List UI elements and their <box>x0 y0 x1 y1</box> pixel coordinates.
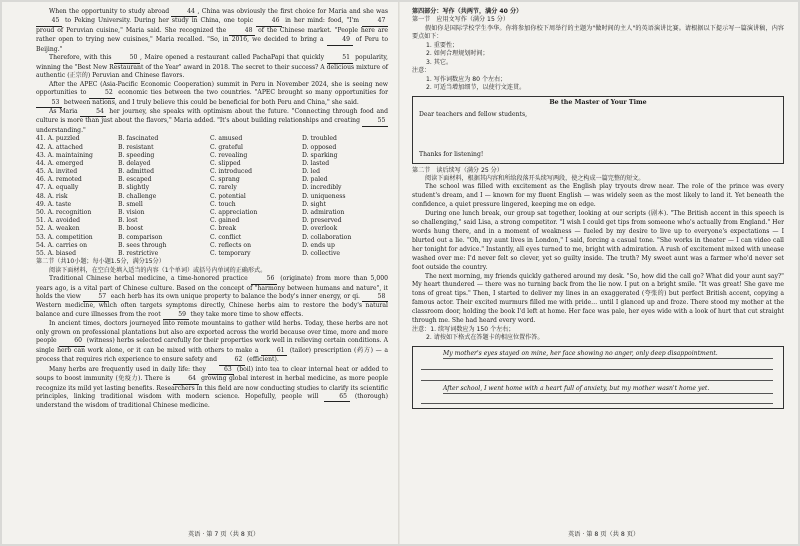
option-row <box>36 135 388 143</box>
option-choice: C. potential <box>210 192 246 200</box>
writing-section-2: 第二节 读后续写（满分 25 分） <box>412 166 503 174</box>
option-choice: C. introduced <box>210 168 252 176</box>
passage-text: In ancient times, doctors journeyed into remote mountains to gather wild herbs. Today, these herbs are not only grown on professional plantations but also are exported across the world because over time, more and more people <box>36 320 388 345</box>
option-choice: D. lasted <box>302 159 330 167</box>
passage-text: they take more time to show effects. <box>188 310 304 318</box>
speech-title: Be the Master of Your Time <box>549 98 647 106</box>
option-choice: B. resistant <box>118 143 154 151</box>
option-row <box>36 184 388 192</box>
answer-blank: 64 <box>173 375 199 384</box>
option-choice: 48. A. risk <box>36 192 68 200</box>
option-choice: C. temporary <box>210 249 251 257</box>
answer-blank: 56 <box>251 275 277 284</box>
answer-blank: 46 <box>256 17 282 26</box>
notes <box>412 76 784 93</box>
cloze-paragraph-2 <box>36 54 388 80</box>
option-choice: D. paled <box>302 176 328 184</box>
passage-text: Western medicine, which often targets symptoms directly, Chinese herbs aim to restore the body's natural balance and cure illnesses from the root <box>36 302 388 318</box>
option-choice: D. incredibly <box>302 184 342 192</box>
option-choice: 49. A. taste <box>36 200 72 208</box>
option-choice: D. uniqueness <box>302 192 346 200</box>
task-point: 1. 重要性； <box>426 41 459 49</box>
option-choice: B. fascinated <box>118 135 159 143</box>
option-choice: 51. A. avoided <box>36 217 81 225</box>
option-choice: B. comparison <box>118 233 163 241</box>
option-choice: B. sees through <box>118 241 167 249</box>
option-choice: C. sprang <box>210 176 240 184</box>
option-choice: B. lost <box>118 217 138 225</box>
page-8 <box>412 8 784 409</box>
option-choice: C. break <box>210 225 237 233</box>
option-choice: B. slightly <box>118 184 150 192</box>
continuation-answer-box <box>412 346 784 409</box>
passage-text: When the opportunity to study abroad <box>49 8 172 15</box>
passage-text: popularity, winning the "Best New Restaurant of the Year" award in 2018. The secret to their success? A delicious mixture of authentic (正宗的) Peruvian and Chinese flavors. <box>36 54 388 80</box>
passage-text: , China was obviously the first choice for Maria and she was <box>197 8 388 15</box>
answer-line <box>421 369 773 370</box>
option-row <box>36 176 388 184</box>
cloze-paragraph-3 <box>36 81 388 108</box>
option-choice: B. delayed <box>118 159 151 167</box>
cloze-options <box>36 135 388 258</box>
option-choice: 45. A. invited <box>36 168 78 176</box>
option-choice: D. admiration <box>302 209 345 217</box>
option-choice: 53. A. competition <box>36 233 93 241</box>
option-choice: B. escaped <box>118 176 152 184</box>
story-paragraph-1: The school was filled with excitement as the English play tryouts drew near. The role of the prince was every student's dream, and I — known for my fluent English — was widely seen as the most likely to land it. Yet beneath the confidence, a quiet pressure lingered, keeping me on edge. <box>412 183 784 209</box>
option-choice: D. overlook <box>302 225 338 233</box>
option-choice: B. restrictive <box>118 249 159 257</box>
option-choice: 44. A. emerged <box>36 159 84 167</box>
answer-blank: 60 <box>59 337 85 346</box>
option-choice: 50. A. recognition <box>36 209 92 217</box>
option-choice: 46. A. remoted <box>36 176 82 184</box>
passage-text: (efficient). <box>244 356 279 364</box>
passage-text: understanding." <box>36 126 86 134</box>
option-choice: C. revealing <box>210 151 248 159</box>
answer-blank: 47 <box>362 17 388 26</box>
passage-text: to Peking University. During her study in China, one topic <box>62 17 257 25</box>
answer-blank: 62 <box>219 356 245 365</box>
option-choice: B. admitted <box>118 168 155 176</box>
option-choice: D. troubled <box>302 135 337 143</box>
note-item: 2. 可适当增加细节，以使行文连贯。 <box>426 84 526 92</box>
answer-blank: 58 <box>362 293 388 302</box>
option-choice: B. boost <box>118 225 144 233</box>
section-2-title: 第二节（共10小题；每小题1.5分，满分15分） <box>36 258 165 266</box>
passage-text: (thorough) understand the wisdom of traditional Chinese medicine. <box>36 392 388 410</box>
passage-text: of Peru to Beijing." <box>36 36 389 53</box>
page-fold <box>398 2 400 544</box>
option-choice: C. conflict <box>210 233 242 241</box>
answer-line <box>421 380 773 381</box>
option-choice: C. appreciation <box>210 209 258 217</box>
passage-text: After the APEC (Asia-Pacific Economic Cooperation) summit in Peru in November 2024, she is seeing new opportunities to <box>36 80 388 97</box>
option-row <box>36 242 388 250</box>
option-choice: B. challenge <box>118 192 157 200</box>
continuation-note-2: 2. 请按如下格式在答题卡的相应位置作答。 <box>426 334 544 342</box>
option-choice: 42. A. attached <box>36 143 83 151</box>
answer-blank: 57 <box>83 293 109 302</box>
option-row <box>36 250 388 258</box>
answer-line <box>443 393 773 394</box>
option-row <box>36 201 388 209</box>
option-choice: C. reflects on <box>210 241 252 249</box>
option-choice: C. touch <box>210 200 236 208</box>
writing-section-1: 第一节 应用文写作（满分 15 分） <box>412 16 509 24</box>
note-label: 注意： <box>412 67 431 75</box>
option-choice: C. amused <box>210 135 243 143</box>
option-choice: 52. A. weaken <box>36 225 80 233</box>
option-row <box>36 234 388 242</box>
answer-blank: 51 <box>327 54 353 63</box>
answer-blank: 54 <box>80 108 106 117</box>
passage-text: (originate) from more than 5,000 years ago, is a vital part of Chinese culture. Based on the concept of "harmony between humans and nature", it holds the view <box>36 275 388 300</box>
option-choice: D. collective <box>302 249 340 257</box>
option-choice: 41. A. puzzled <box>36 135 80 143</box>
answer-blank: 52 <box>89 89 115 98</box>
passage-text: (tailor) prescription (药方) — a process that requires rich experience to ensure safety and <box>36 346 388 364</box>
speech-answer-box <box>412 96 784 164</box>
option-choice: 55. A. biased <box>36 249 77 257</box>
answer-blank: 59 <box>163 311 189 320</box>
passage-text: proud of Peruvian cuisine," Maria said. She recognized the <box>36 26 230 34</box>
passage-text: , Maire opened a restaurant called PachaPapi that quickly <box>140 54 327 62</box>
passage-text: growing global interest in herbal medicine, as more people recognize its mild yet lasting benefits. Researchers in this field are now conducting studies to clarify its scientific principles, linking traditional wisdom with modern science. Hopefully, people will <box>36 375 388 400</box>
answer-blank: 50 <box>114 54 140 63</box>
option-choice: D. sight <box>302 200 326 208</box>
option-row <box>36 225 388 233</box>
option-row <box>36 193 388 201</box>
passage-text: Therefore, with this <box>49 54 115 62</box>
section-2-instructions: 阅读下面材料，在空白处填入适当的内容（1个单词）或括号内单词的正确形式。 <box>49 266 267 274</box>
passage-text: (witness) herbs selected carefully for their properties work well in relieving certain conditions. A single herb can work alone, or it can be mixed with others to make a <box>36 337 388 354</box>
option-choice: D. collaboration <box>302 233 352 241</box>
continuation-instructions: 阅读下面材料，根据其内容和所给段落开头续写两段，使之构成一篇完整的短文。 <box>425 174 645 182</box>
option-choice: B. speeding <box>118 151 155 159</box>
writing-task: 假如你是国际学校学生李华。你将参加你校下周举行的主题为"做时间的主人"的英语演讲比赛。请根据以下提示写一篇演讲稿，内容要点如下： <box>412 24 784 41</box>
answer-blank: 49 <box>327 36 353 45</box>
option-row <box>36 160 388 168</box>
option-row <box>36 217 388 225</box>
option-choice: B. vision <box>118 209 145 217</box>
option-row <box>36 144 388 152</box>
passage-text: Many herbs are frequently used in daily life: they <box>49 365 209 373</box>
answer-blank: 45 <box>36 17 62 26</box>
option-choice: C. rarely <box>210 184 237 192</box>
page-7 <box>36 8 388 411</box>
page-8-footer: 英语 · 第 8 页（共 8 页） <box>568 531 640 538</box>
answer-blank: 55 <box>362 117 388 126</box>
option-row <box>36 209 388 217</box>
option-choice: B. smell <box>118 200 143 208</box>
answer-line <box>443 358 773 359</box>
passage-text: of the Chinese market. "People here are rather open to trying new cuisines," Maria recalled. "So, in 2016, we decided to bring a <box>36 26 388 44</box>
option-choice: C. grateful <box>210 143 243 151</box>
answer-blank: 63 <box>208 366 234 375</box>
task-point: 2. 如何合理规划时间； <box>426 50 489 58</box>
option-choice: D. opposed <box>302 143 337 151</box>
answer-blank: 65 <box>324 393 350 402</box>
option-row <box>36 152 388 160</box>
passage-text: in her mind: food, "I'm <box>282 17 362 25</box>
option-choice: 47. A. equally <box>36 184 79 192</box>
grammar-paragraph-1 <box>36 275 388 320</box>
cloze-paragraph-4 <box>36 108 388 135</box>
grammar-paragraph-3 <box>36 366 388 411</box>
answer-blank: 61 <box>261 347 287 356</box>
passage-text: her journey, she speaks with optimism about the future. "Connecting through food and culture is more than just about the flavors," Maria added. "It's about building relationships and creating <box>36 107 388 125</box>
page-7-footer: 英语 · 第 7 页（共 8 页） <box>188 531 260 538</box>
passage-text: between nations, and I truly believe this could be beneficial for both Peru and China," she said. <box>62 98 359 106</box>
speech-closing: Thanks for listening! <box>419 150 484 158</box>
continuation-note: 注意：1. 续写词数应为 150 个左右； <box>412 325 515 333</box>
option-choice: C. gained <box>210 217 240 225</box>
story-paragraph-2: During one lunch break, our group sat together, looking at our scripts (剧本). "The British accent in this speech is so challenging," said Lisa, a strong competitor. "I wish I could get tips from someone who's actually from England." Her words hung there, and in a moment of weakness — fueled by my desire to live up to everyone's expectations — I blurted out a lie. "Oh, my aunt lives in London," I said, forcing a casual tone. "She works in theater — I can video call her tonight for advice." Instantly, all eyes turned to me, bright with admiration. A rush of excitement mixed with unease washed over me: I'd never felt so clever, yet so guilty inside. The truth? My sweet aunt was a farmer who'd never set foot outside the country. <box>412 210 784 271</box>
option-choice: 43. A. maintaining <box>36 151 93 159</box>
answer-blank: 53 <box>36 99 62 108</box>
passage-text: economic ties between the two countries. "APEC brought so many opportunities for <box>115 89 388 97</box>
option-choice: D. ends up <box>302 241 335 249</box>
note-item: 1. 写作词数应为 80 个左右； <box>426 75 507 83</box>
task-points <box>412 42 784 67</box>
grammar-paragraph-2 <box>36 320 388 365</box>
option-choice: D. sparking <box>302 151 338 159</box>
task-point: 3. 其它。 <box>426 58 453 66</box>
cloze-paragraph-1 <box>36 8 388 54</box>
option-choice: 54. A. carries on <box>36 241 87 249</box>
paragraph-opening-2: After school, I went home with a heart full of anxiety, but my mother wasn't home yet. <box>443 384 710 392</box>
passage-text: each herb has its own unique property to balance the body's inner energy, or qi. <box>108 292 362 300</box>
answer-blank: 48 <box>229 27 255 36</box>
part-4-title: 第四部分：写作（共两节，满分 40 分） <box>412 8 523 15</box>
option-choice: D. led <box>302 168 320 176</box>
paragraph-opening-1: My mother's eyes stayed on mine, her face showing no anger, only deep disappointment. <box>443 349 718 357</box>
story-paragraph-3: The next morning, my friends quickly gathered around my desk. "So, how did the call go? What did your aunt say?" My heart thundered — there was no turning back from the lie now. I put on a bright smile. "It was great! She gave me tons of great tips." Then, I started to deliver my lines in an exaggerated (夸张的) but perfect British accent, copying a famous actor. Their excited murmurs filled me with pride… until I glanced up and froze. There stood my mother at the classroom door, holding the book I'd left at home. Her face was pale, her eyes wide with a look of hurt that cut straight through me. She had heard every word. <box>412 272 784 325</box>
option-choice: C. slipped <box>210 159 241 167</box>
speech-greeting: Dear teachers and fellow students, <box>419 110 528 118</box>
option-choice: D. preserved <box>302 217 342 225</box>
passage-text: Traditional Chinese herbal medicine, a time-honored practice <box>49 275 251 283</box>
exam-sheet <box>2 2 798 544</box>
passage-text: (boil) into tea to clear internal heat or added to soups to boost immunity (免疫力). There is <box>36 365 389 383</box>
passage-text: As Maria <box>49 107 81 115</box>
answer-line <box>421 403 773 404</box>
option-row <box>36 168 388 176</box>
answer-blank: 44 <box>171 8 197 17</box>
